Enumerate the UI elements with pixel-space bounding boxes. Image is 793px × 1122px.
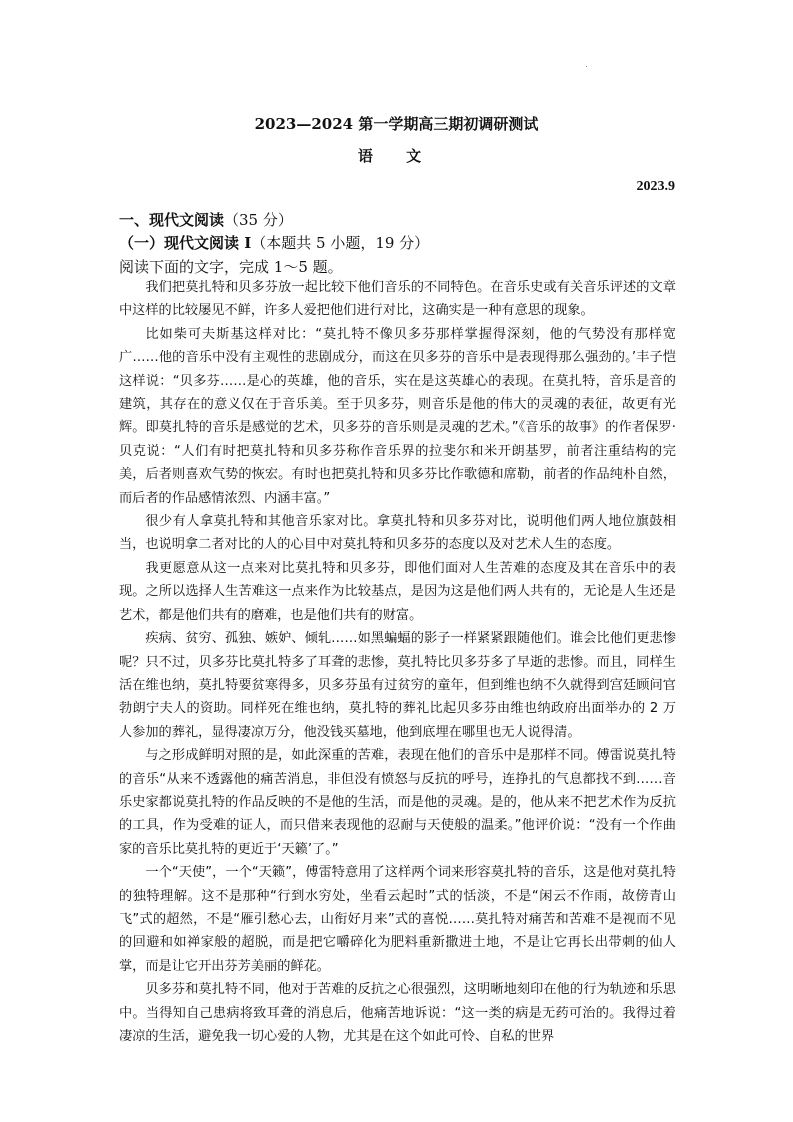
subsection-heading <box>119 232 429 254</box>
section-score: （35 分） <box>224 211 293 229</box>
subsection-heading-text: （一）现代文阅读 I <box>119 234 252 252</box>
paragraph: 与之形成鲜明对照的是，如此深重的苦难，表现在他们的音乐中是那样不同。傅雷说莫扎特的音乐“从来不透露他的痛苦消息，非但没有愤怒与反抗的呼号，连挣扎的气息都找不到……音乐史家都说莫扎特的作品反映的不是他的生活，而是他的灵魂。是的，他从来不把艺术作为反抗的工具，作为受难的证人，而只借来表现他的忍耐与天使般的温柔。”他评价说：“没有一个作曲家的音乐比莫扎特的更近于‘天籁’了。” <box>119 748 676 857</box>
paragraph: 很少有人拿莫扎特和其他音乐家对比。拿莫扎特和贝多芬对比，说明他们两人地位旗鼓相当，也说明拿二者对比的人的心目中对莫扎特和贝多芬的态度以及对艺术人生的态度。 <box>119 514 676 553</box>
scan-mark <box>586 66 587 67</box>
paragraph: 疾病、贫穷、孤独、嫉妒、倾轧……如黑蝙蝠的影子一样紧紧跟随他们。谁会比他们更悲惨呢？只不过，贝多芬比莫扎特多了耳聋的悲惨，莫扎特比贝多芬多了早逝的悲惨。而且，同样生活在维也纳，莫扎特要贫寒得多，贝多芬虽有过贫穷的童年，但到维也纳不久就得到宫廷顾问官勃朗宁夫人的资助。同样死在维也纳，莫扎特的葬礼比起贝多芬由维也纳政府出面举办的 2 万人参加的葬礼，显得凄凉万分，他没钱买墓地，他到底埋在哪里也无人说得清。 <box>119 631 676 740</box>
paragraph: 一个“天使”，一个“天籁”，傅雷特意用了这样两个词来形容莫扎特的音乐，这是他对莫扎特的独特理解。这不是那种“行到水穷处，坐看云起时”式的恬淡，不是“闲云不作雨，故傍青山飞”式的超然，不是“雁引愁心去，山衔好月来”式的喜悦……莫扎特对痛苦和苦难不是视而不见的回避和如禅家般的超脱，而是把它嚼碎化为肥料重新撒进土地，不是让它再长出带刺的仙人掌，而是让它开出芬芳美丽的鲜花。 <box>119 865 676 974</box>
paragraph: 我更愿意从这一点来对比莫扎特和贝多芬，即他们面对人生苦难的态度及其在音乐中的表现。之所以选择人生苦难这一点来作为比较基点，是因为这是他们两人共有的，无论是人生还是艺术，都是他们共有的磨难，也是他们共有的财富。 <box>119 560 676 623</box>
section-heading-text: 一、现代文阅读 <box>119 211 225 229</box>
exam-date: 2023.9 <box>636 179 675 194</box>
paragraph: 贝多芬和莫扎特不同，他对于苦难的反抗之心很强烈，这明晰地刻印在他的行为轨迹和乐思中。当得知自己患病将致耳聋的消息后，他痛苦地诉说：“这一类的病是无药可治的。我得过着凄凉的生活，避免我一切心爱的人物，尤其是在这个如此可怜、自私的世界 <box>119 982 676 1044</box>
paragraph: 比如柴可夫斯基这样对比：“莫扎特不像贝多芬那样掌握得深刻，他的气势没有那样宽广……他的音乐中没有主观性的悲剧成分，而这在贝多芬的音乐中是表现得那么强劲的。’丰子恺这样说：“贝多芬……是心的英雄，他的音乐，实在是这英雄心的表现。在莫扎特，音乐是音的建筑，其存在的意义仅在于音乐美。至于贝多芬，则音乐是他的伟大的灵魂的表征，故更有光辉。即莫扎特的音乐是感觉的艺术，贝多芬的音乐则是灵魂的艺术。”《音乐的故事》的作者保罗·贝克说：“人们有时把莫扎特和贝多芬称作音乐界的拉斐尔和米开朗基罗，前者注重结构的完美，后者则喜欢气势的恢宏。有时也把莫扎特和贝多芬比作歌德和席勒，前者的作品纯朴自然，而后者的作品感情浓烈、内涵丰富。” <box>119 326 676 506</box>
reading-passage <box>119 276 676 1048</box>
reading-instruction: 阅读下面的文字，完成 1～5 题。 <box>119 258 343 276</box>
section-heading <box>119 209 293 231</box>
paragraph: 我们把莫扎特和贝多芬放一起比较下他们音乐的不同特色。在音乐史或有关音乐评述的文章中这样的比较屡见不鲜，许多人爱把他们进行对比，这确实是一种有意思的现象。 <box>119 280 676 319</box>
subsection-note: （本题共 5 小题，19 分） <box>251 234 430 252</box>
exam-subject: 语 文 <box>357 147 436 165</box>
exam-title: 2023—2024 第一学期高三期初调研测试 <box>254 115 539 133</box>
